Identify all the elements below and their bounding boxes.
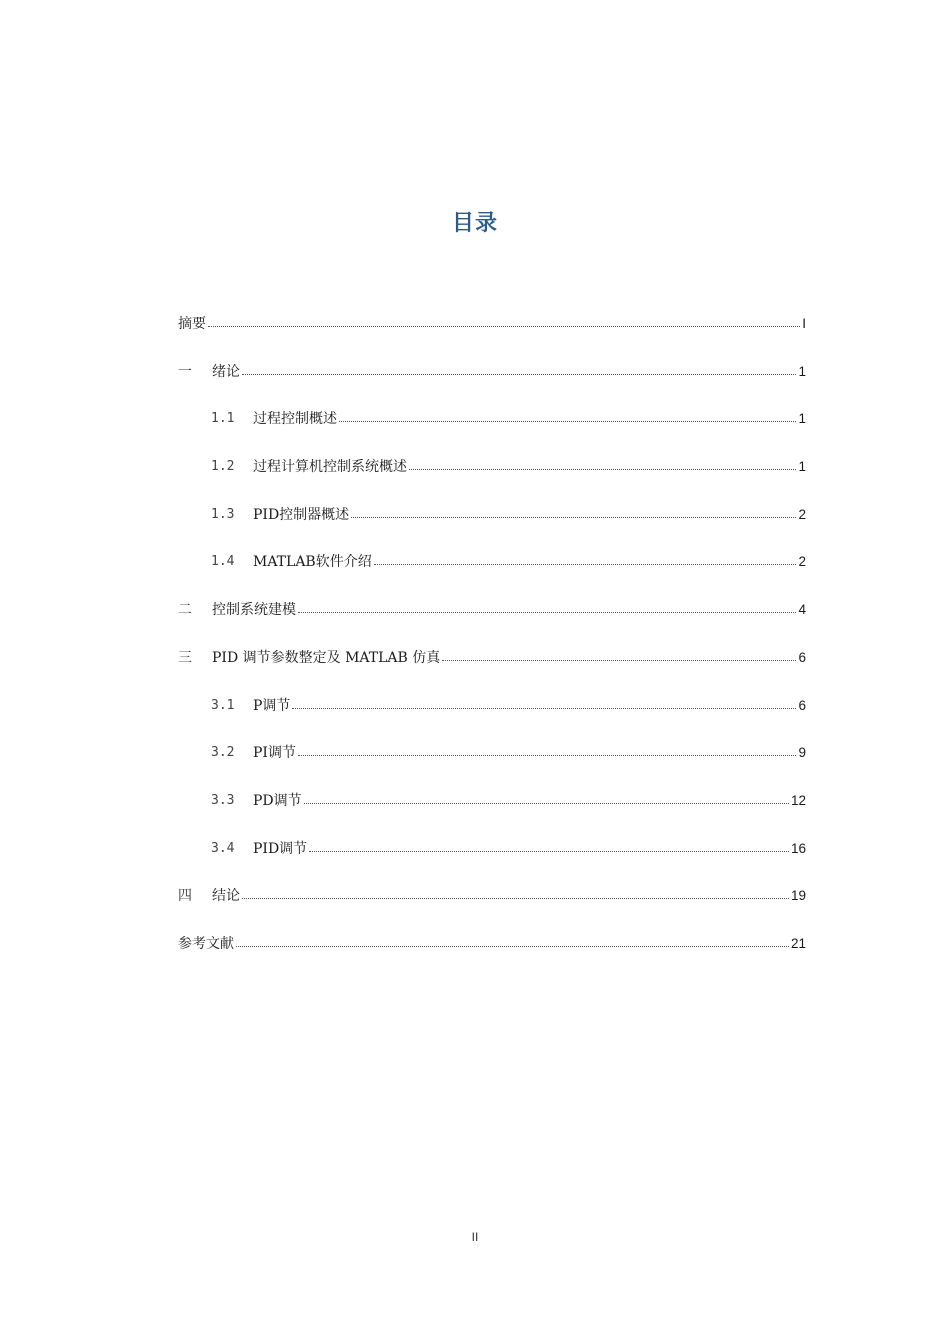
toc-entry[interactable] [178,884,806,932]
toc-entry-title: PID 调节参数整定及 MATLAB 仿真 [212,649,441,666]
toc-entry-page: 2 [798,554,806,570]
toc-entry[interactable] [178,646,806,694]
toc-entry-page: 1 [798,459,806,475]
dot-leader [292,694,796,709]
toc-entry-page: 21 [790,935,806,951]
table-of-contents [178,312,806,980]
toc-entry-page: 19 [790,888,806,904]
toc-entry[interactable] [178,741,806,789]
toc-entry-page: 16 [790,840,806,856]
dot-leader [409,455,796,470]
toc-title: 目录 [451,211,498,236]
dot-leader [236,932,789,947]
toc-entry-title: 绪论 [212,363,240,380]
toc-entry-title: PID控制器概述 [253,506,350,523]
toc-entry-number: 3.4 [211,840,235,856]
toc-entry-number: 3.3 [211,792,235,808]
toc-entry-title: 控制系统建模 [212,602,296,619]
toc-entry-title: P调节 [253,697,291,714]
toc-entry-page: 9 [798,745,806,761]
toc-entry-title: 结论 [212,888,240,905]
dot-leader [298,741,797,756]
toc-entry[interactable] [178,407,806,455]
toc-entry-title: 过程控制概述 [253,411,337,428]
dot-leader [242,360,796,375]
toc-entry[interactable] [178,932,806,980]
toc-entry-number: 四 [178,888,192,905]
dot-leader [304,789,789,804]
toc-entry-number: 一 [178,363,192,380]
page-number: II [471,1230,479,1244]
toc-entry-number: 二 [178,602,192,619]
dot-leader [309,837,789,852]
dot-leader [208,312,800,327]
toc-entry-number: 1.4 [211,554,235,570]
toc-entry-title: MATLAB软件介绍 [253,554,372,571]
toc-entry[interactable] [178,503,806,551]
toc-entry-page: 4 [798,602,806,618]
toc-entry-title: 摘要 [178,316,206,332]
toc-entry-number: 3.1 [211,697,235,713]
toc-entry-title: 参考文献 [178,935,234,952]
dot-leader [351,503,796,518]
toc-entry-title: PI调节 [253,745,296,762]
toc-entry-title: 过程计算机控制系统概述 [253,459,407,476]
toc-entry[interactable] [178,550,806,598]
toc-entry-title: PID调节 [253,840,308,857]
toc-entry-page: 1 [798,363,806,379]
toc-entry-number: 1.2 [211,459,235,475]
toc-entry-page: I [802,316,806,331]
toc-entry[interactable] [178,837,806,885]
toc-entry[interactable] [178,694,806,742]
toc-entry[interactable] [178,598,806,646]
dot-leader [374,550,797,565]
toc-entry[interactable] [178,312,806,360]
dot-leader [242,884,789,899]
dot-leader [442,646,796,661]
toc-entry-page: 6 [798,697,806,713]
toc-entry[interactable] [178,455,806,503]
toc-entry-page: 12 [790,792,806,808]
toc-entry-page: 6 [798,649,806,665]
toc-entry[interactable] [178,789,806,837]
toc-entry-number: 3.2 [211,745,235,761]
dot-leader [339,407,796,422]
toc-entry-number: 1.1 [211,411,235,427]
toc-entry-number: 1.3 [211,506,235,522]
toc-entry[interactable] [178,360,806,408]
toc-entry-page: 2 [798,506,806,522]
toc-entry-page: 1 [798,411,806,427]
toc-entry-number: 三 [178,649,192,666]
toc-entry-title: PD调节 [253,792,302,809]
dot-leader [298,598,796,613]
